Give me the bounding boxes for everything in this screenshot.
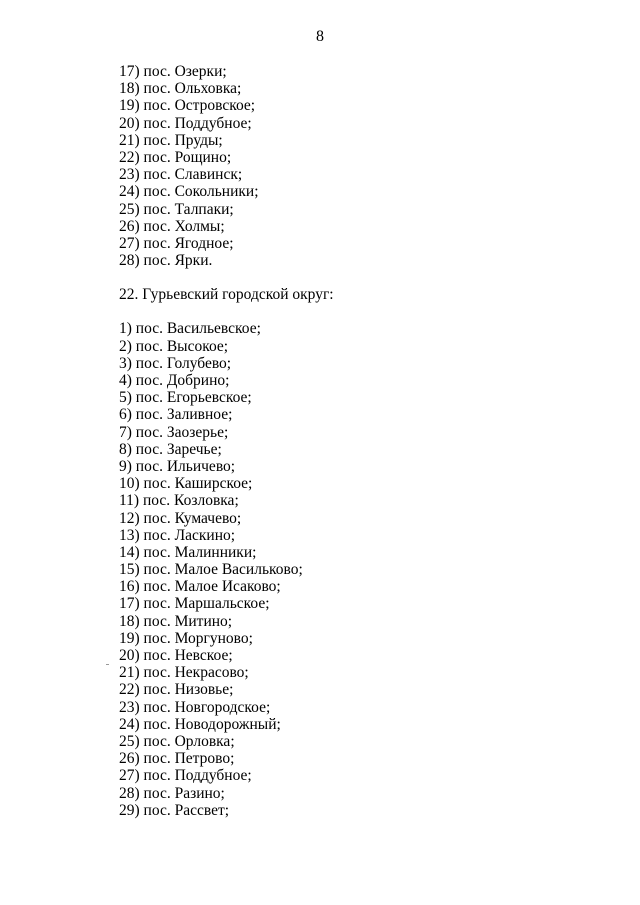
list-item: 21) пос. Некрасово; [119,664,249,682]
list-item: 22) пос. Низовье; [119,681,234,699]
list-item: 27) пос. Поддубное; [119,767,252,785]
list-item: 25) пос. Талпаки; [119,200,234,218]
settlement-list-guryevsky [119,320,599,818]
list-item: 2) пос. Высокое; [119,337,229,355]
list-item: 18) пос. Ольховка; [119,80,242,98]
list-item: 9) пос. Ильичево; [119,457,236,475]
list-item: 17) пос. Озерки; [119,63,227,80]
list-item: 3) пос. Голубево; [119,354,232,372]
list-item: 25) пос. Орловка; [119,732,235,750]
list-item: 11) пос. Козловка; [119,492,239,510]
list-item: 7) пос. Заозерье; [119,423,229,441]
page-number: 8 [316,28,324,45]
list-item: 23) пос. Новгородское; [119,698,271,716]
list-item: 22) пос. Рощино; [119,148,232,166]
list-item: 12) пос. Кумачево; [119,509,242,527]
list-item: 20) пос. Невское; [119,647,233,664]
list-item: 23) пос. Славинск; [119,166,243,184]
list-item: 14) пос. Малинники; [119,543,257,561]
list-item: 15) пос. Малое Васильково; [119,561,303,579]
list-item: 26) пос. Холмы; [119,217,225,235]
list-item: 13) пос. Ласкино; [119,526,236,544]
list-item: 24) пос. Новодорожный; [119,715,281,733]
list-item: 19) пос. Моргуново; [119,629,253,647]
list-item: 16) пос. Малое Исаково; [119,578,281,596]
section-heading: 22. Гурьевский городской округ: [119,286,334,304]
settlement-list-continued [119,63,599,269]
list-item: 26) пос. Петрово; [119,750,235,768]
list-item: 19) пос. Островское; [119,97,256,115]
list-item: 1) пос. Васильевское; [119,320,261,338]
list-item: 21) пос. Пруды; [119,131,223,149]
list-item: 28) пос. Ярки. [119,252,213,270]
list-item: 18) пос. Митино; [119,612,233,630]
list-item: 24) пос. Сокольники; [119,183,259,201]
list-item: 6) пос. Заливное; [119,406,233,424]
document-body [119,63,599,819]
list-item: 4) пос. Добрино; [119,372,230,389]
list-item: 20) пос. Поддубное; [119,114,252,132]
list-item: 17) пос. Маршальское; [119,595,270,613]
list-item: 5) пос. Егорьевское; [119,389,252,407]
list-item: 8) пос. Заречье; [119,440,222,458]
list-item: 27) пос. Ягодное; [119,234,234,252]
margin-mark [106,664,109,665]
list-item: 10) пос. Каширское; [119,475,253,493]
list-item: 28) пос. Разино; [119,784,225,802]
list-item: 29) пос. Рассвет; [119,801,230,819]
